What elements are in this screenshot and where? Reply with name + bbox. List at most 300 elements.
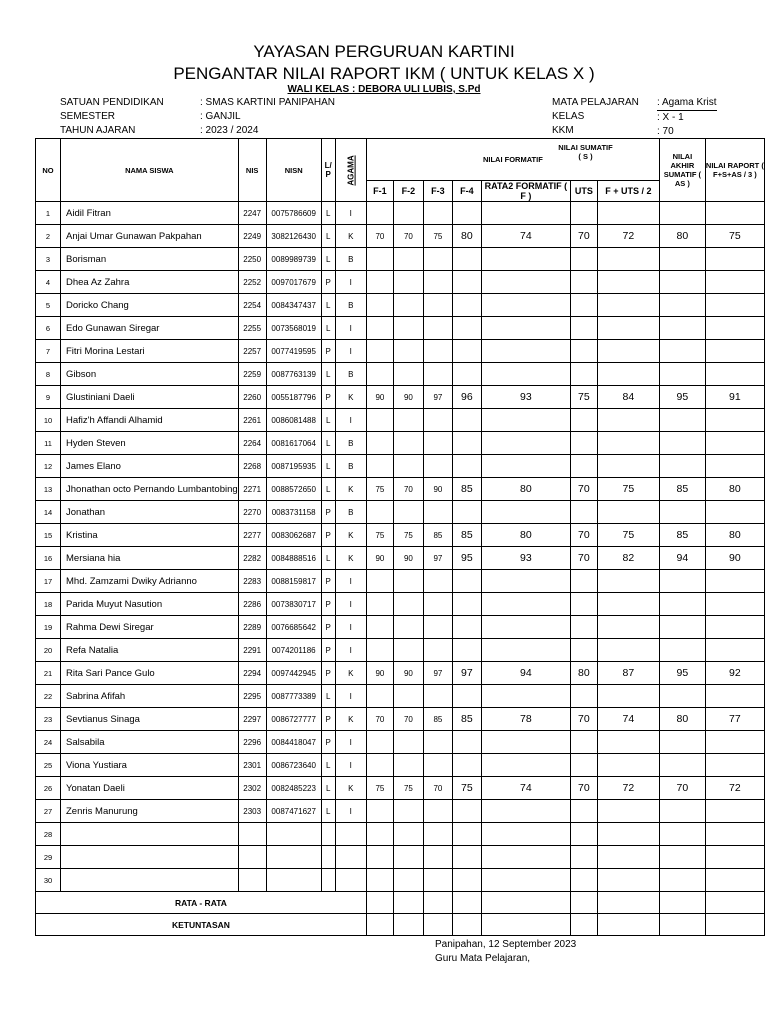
score-rata [481, 271, 570, 294]
score-futs: 74 [597, 708, 659, 731]
score-raport: 91 [705, 386, 764, 409]
score-rata [481, 317, 570, 340]
score-f3 [423, 685, 452, 708]
student-nis: 2294 [238, 662, 266, 685]
student-row [36, 524, 765, 547]
student-agama: I [335, 409, 366, 432]
student-agama: I [335, 685, 366, 708]
score-uts [570, 294, 597, 317]
score-raport [705, 754, 764, 777]
score-raport [705, 340, 764, 363]
empty-cell [366, 914, 393, 936]
score-raport: 75 [705, 225, 764, 248]
score-futs [597, 317, 659, 340]
score-f3 [423, 869, 452, 892]
col-agama-header [335, 139, 366, 202]
score-f3 [423, 800, 452, 823]
info-label-tahun: TAHUN AJARAN [60, 125, 136, 136]
score-rata [481, 823, 570, 846]
score-f2 [393, 432, 423, 455]
score-akhir: 95 [659, 386, 705, 409]
score-f2 [393, 823, 423, 846]
score-raport [705, 823, 764, 846]
student-name: Fitri Morina Lestari [61, 340, 239, 363]
student-nis: 2249 [238, 225, 266, 248]
score-raport: 80 [705, 478, 764, 501]
score-f2: 90 [393, 386, 423, 409]
col-f4-header: F-4 [452, 181, 481, 202]
score-uts [570, 501, 597, 524]
score-uts [570, 846, 597, 869]
score-akhir [659, 363, 705, 386]
student-agama [335, 823, 366, 846]
student-row [36, 777, 765, 800]
col-nama-header: NAMA SISWA [61, 139, 239, 202]
row-no: 19 [36, 616, 61, 639]
score-f1 [366, 202, 393, 225]
score-f4: 80 [452, 225, 481, 248]
student-row [36, 731, 765, 754]
student-agama: I [335, 593, 366, 616]
score-f2: 70 [393, 708, 423, 731]
student-lp: P [321, 501, 335, 524]
student-agama [335, 869, 366, 892]
score-f2 [393, 616, 423, 639]
score-f2 [393, 800, 423, 823]
signature-role: Guru Mata Pelajaran, [435, 953, 531, 964]
score-f4: 85 [452, 524, 481, 547]
score-uts [570, 639, 597, 662]
col-f3-header: F-3 [423, 181, 452, 202]
student-lp: P [321, 386, 335, 409]
student-lp: P [321, 616, 335, 639]
student-agama: I [335, 202, 366, 225]
score-f2: 75 [393, 524, 423, 547]
score-f3 [423, 731, 452, 754]
student-agama: K [335, 708, 366, 731]
student-lp: L [321, 248, 335, 271]
score-rata [481, 616, 570, 639]
student-nisn: 0086081488 [266, 409, 321, 432]
student-nis: 2250 [238, 248, 266, 271]
student-nis: 2259 [238, 363, 266, 386]
student-agama: I [335, 800, 366, 823]
score-f3: 75 [423, 225, 452, 248]
score-f3 [423, 823, 452, 846]
student-lp: P [321, 570, 335, 593]
student-nisn: 0073830717 [266, 593, 321, 616]
score-f3 [423, 432, 452, 455]
score-futs [597, 202, 659, 225]
student-nis: 2303 [238, 800, 266, 823]
student-row [36, 639, 765, 662]
score-uts: 70 [570, 524, 597, 547]
score-akhir: 70 [659, 777, 705, 800]
student-lp: P [321, 340, 335, 363]
score-raport [705, 248, 764, 271]
student-agama: I [335, 340, 366, 363]
row-no: 27 [36, 800, 61, 823]
score-f2 [393, 593, 423, 616]
score-f1 [366, 340, 393, 363]
student-name: Rita Sari Pance Gulo [61, 662, 239, 685]
footer-row-rata-label: RATA - RATA [36, 892, 367, 914]
student-nisn: 0084418047 [266, 731, 321, 754]
score-akhir: 94 [659, 547, 705, 570]
student-row [36, 754, 765, 777]
info-value-tahun: : 2023 / 2024 [200, 125, 259, 136]
sumatif-header-label: NILAI SUMATIF ( S ) [558, 143, 613, 161]
student-name: Glustiniani Daeli [61, 386, 239, 409]
score-f1: 90 [366, 547, 393, 570]
score-uts [570, 455, 597, 478]
score-raport: 80 [705, 524, 764, 547]
student-row [36, 593, 765, 616]
score-uts [570, 616, 597, 639]
info-label-semester: SEMESTER [60, 111, 116, 122]
score-futs: 82 [597, 547, 659, 570]
score-f4: 75 [452, 777, 481, 800]
score-akhir [659, 432, 705, 455]
student-row [36, 570, 765, 593]
student-lp: P [321, 731, 335, 754]
row-no: 2 [36, 225, 61, 248]
score-f2 [393, 294, 423, 317]
student-nis: 2283 [238, 570, 266, 593]
row-no: 1 [36, 202, 61, 225]
student-nis: 2295 [238, 685, 266, 708]
col-uts-header: UTS [570, 181, 597, 202]
score-raport [705, 846, 764, 869]
col-futs-header: F + UTS / 2 [597, 181, 659, 202]
score-f1 [366, 846, 393, 869]
student-name: Sabrina Afifah [61, 685, 239, 708]
score-uts [570, 340, 597, 363]
score-rata [481, 570, 570, 593]
student-nis: 2271 [238, 478, 266, 501]
student-lp: L [321, 777, 335, 800]
score-rata [481, 869, 570, 892]
student-row [36, 685, 765, 708]
student-lp [321, 823, 335, 846]
score-futs [597, 869, 659, 892]
score-f1 [366, 271, 393, 294]
score-f4 [452, 455, 481, 478]
student-nisn: 0087195935 [266, 455, 321, 478]
row-no: 10 [36, 409, 61, 432]
student-row [36, 869, 765, 892]
score-f4 [452, 202, 481, 225]
row-no: 15 [36, 524, 61, 547]
score-f4 [452, 823, 481, 846]
student-lp: L [321, 432, 335, 455]
score-uts [570, 271, 597, 294]
score-raport [705, 800, 764, 823]
score-akhir: 95 [659, 662, 705, 685]
score-futs [597, 409, 659, 432]
score-uts: 70 [570, 225, 597, 248]
row-no: 16 [36, 547, 61, 570]
student-row [36, 340, 765, 363]
score-f3: 70 [423, 777, 452, 800]
score-raport: 77 [705, 708, 764, 731]
score-futs [597, 363, 659, 386]
student-name: Gibson [61, 363, 239, 386]
score-akhir [659, 317, 705, 340]
student-name: Sevtianus Sinaga [61, 708, 239, 731]
score-raport [705, 363, 764, 386]
score-akhir [659, 570, 705, 593]
student-agama: K [335, 777, 366, 800]
student-nis [238, 846, 266, 869]
student-name: Edo Gunawan Siregar [61, 317, 239, 340]
student-agama: K [335, 386, 366, 409]
score-f4 [452, 570, 481, 593]
row-no: 6 [36, 317, 61, 340]
empty-cell [570, 914, 597, 936]
student-lp: L [321, 547, 335, 570]
score-uts: 70 [570, 547, 597, 570]
student-nis [238, 869, 266, 892]
student-agama: K [335, 547, 366, 570]
score-akhir [659, 639, 705, 662]
header-row-1 [36, 139, 765, 181]
score-akhir [659, 823, 705, 846]
score-uts [570, 317, 597, 340]
score-raport [705, 593, 764, 616]
score-f1: 75 [366, 478, 393, 501]
row-no: 12 [36, 455, 61, 478]
score-f3 [423, 317, 452, 340]
row-no: 23 [36, 708, 61, 731]
student-nisn: 0087763139 [266, 363, 321, 386]
student-nisn: 0088572650 [266, 478, 321, 501]
student-row [36, 225, 765, 248]
score-raport: 90 [705, 547, 764, 570]
score-f3 [423, 570, 452, 593]
score-akhir [659, 501, 705, 524]
student-nisn: 0088159817 [266, 570, 321, 593]
score-rata: 80 [481, 524, 570, 547]
score-f4 [452, 639, 481, 662]
student-nis: 2289 [238, 616, 266, 639]
student-lp: P [321, 593, 335, 616]
score-f4 [452, 869, 481, 892]
info-value-satuan: : SMAS KARTINI PANIPAHAN [200, 97, 336, 108]
score-rata [481, 248, 570, 271]
score-f3 [423, 616, 452, 639]
score-f1 [366, 501, 393, 524]
empty-cell [366, 892, 393, 914]
student-nisn: 0076685642 [266, 616, 321, 639]
student-lp: L [321, 754, 335, 777]
score-futs [597, 455, 659, 478]
student-lp: P [321, 639, 335, 662]
score-f1: 90 [366, 662, 393, 685]
score-f3: 85 [423, 524, 452, 547]
student-nis: 2254 [238, 294, 266, 317]
info-right-labels [552, 96, 639, 138]
student-agama: B [335, 363, 366, 386]
score-uts [570, 593, 597, 616]
score-f2: 70 [393, 225, 423, 248]
foundation-title: YAYASAN PERGURUAN KARTINI [253, 42, 515, 61]
info-label-kkm: KKM [552, 125, 574, 136]
score-uts [570, 869, 597, 892]
col-rata-header: RATA2 FORMATIF ( F ) [481, 181, 570, 202]
student-nisn: 0097442945 [266, 662, 321, 685]
student-agama: B [335, 432, 366, 455]
score-futs: 84 [597, 386, 659, 409]
score-futs [597, 616, 659, 639]
student-nisn: 0074201186 [266, 639, 321, 662]
student-lp: L [321, 317, 335, 340]
score-f4 [452, 593, 481, 616]
student-lp: P [321, 662, 335, 685]
student-nis: 2261 [238, 409, 266, 432]
student-nisn: 0097017679 [266, 271, 321, 294]
footer-row-rata [36, 892, 765, 914]
score-futs [597, 823, 659, 846]
score-rata [481, 202, 570, 225]
score-akhir [659, 800, 705, 823]
agama-vertical-label: AGAMA [346, 154, 356, 186]
student-row [36, 547, 765, 570]
score-raport [705, 409, 764, 432]
score-f4: 95 [452, 547, 481, 570]
score-f4 [452, 432, 481, 455]
score-f3 [423, 294, 452, 317]
footer-row-ketuntasan [36, 914, 765, 936]
score-f2 [393, 731, 423, 754]
score-f4 [452, 846, 481, 869]
student-name: Parida Muyut Nasution [61, 593, 239, 616]
score-futs: 75 [597, 524, 659, 547]
student-agama: K [335, 225, 366, 248]
score-raport: 92 [705, 662, 764, 685]
score-akhir [659, 409, 705, 432]
score-rata: 74 [481, 225, 570, 248]
score-f2 [393, 202, 423, 225]
student-nis: 2264 [238, 432, 266, 455]
score-futs: 75 [597, 478, 659, 501]
student-agama: I [335, 570, 366, 593]
student-lp: P [321, 524, 335, 547]
score-rata [481, 501, 570, 524]
row-no: 13 [36, 478, 61, 501]
score-f3 [423, 363, 452, 386]
score-raport [705, 570, 764, 593]
student-agama: B [335, 455, 366, 478]
score-f2 [393, 248, 423, 271]
document-title: PENGANTAR NILAI RAPORT IKM ( UNTUK KELAS X ) [173, 64, 595, 83]
score-f1 [366, 363, 393, 386]
student-agama: B [335, 501, 366, 524]
student-name: Aidil Fitran [61, 202, 239, 225]
student-nisn: 0086723640 [266, 754, 321, 777]
row-no: 9 [36, 386, 61, 409]
score-rata: 94 [481, 662, 570, 685]
row-no: 26 [36, 777, 61, 800]
score-f1 [366, 593, 393, 616]
score-f2 [393, 501, 423, 524]
score-f1 [366, 639, 393, 662]
score-akhir [659, 248, 705, 271]
score-f4 [452, 294, 481, 317]
score-f2: 90 [393, 547, 423, 570]
student-nisn [266, 846, 321, 869]
student-name: Mersiana hia [61, 547, 239, 570]
score-raport [705, 202, 764, 225]
student-lp [321, 869, 335, 892]
score-rata [481, 593, 570, 616]
score-f4 [452, 248, 481, 271]
score-akhir: 85 [659, 524, 705, 547]
score-futs [597, 432, 659, 455]
score-uts [570, 409, 597, 432]
score-f1 [366, 754, 393, 777]
score-f2: 90 [393, 662, 423, 685]
student-name: Hafiz'h Affandi Alhamid [61, 409, 239, 432]
homeroom-teacher: WALI KELAS : DEBORA ULI LUBIS, S.Pd [287, 84, 481, 95]
score-uts: 75 [570, 386, 597, 409]
score-rata: 80 [481, 478, 570, 501]
score-f3 [423, 846, 452, 869]
score-futs [597, 754, 659, 777]
student-name [61, 846, 239, 869]
col-akhir-header: NILAI AKHIR SUMATIF ( AS ) [659, 139, 705, 202]
score-f1: 90 [366, 386, 393, 409]
student-lp: L [321, 202, 335, 225]
score-akhir [659, 340, 705, 363]
row-no: 21 [36, 662, 61, 685]
info-left-labels [60, 96, 164, 138]
student-agama: B [335, 294, 366, 317]
student-nisn: 0083731158 [266, 501, 321, 524]
score-akhir: 80 [659, 708, 705, 731]
score-uts [570, 731, 597, 754]
score-rata [481, 409, 570, 432]
score-futs: 87 [597, 662, 659, 685]
student-row [36, 501, 765, 524]
student-agama [335, 846, 366, 869]
student-name: Mhd. Zamzami Dwiky Adrianno [61, 570, 239, 593]
student-name: Viona Yustiara [61, 754, 239, 777]
student-nisn: 3082126430 [266, 225, 321, 248]
student-nisn: 0073568019 [266, 317, 321, 340]
score-uts: 80 [570, 662, 597, 685]
student-nisn: 0081617064 [266, 432, 321, 455]
score-f3: 90 [423, 478, 452, 501]
score-f4: 96 [452, 386, 481, 409]
score-futs [597, 340, 659, 363]
student-name: Yonatan Daeli [61, 777, 239, 800]
grade-table [35, 138, 765, 936]
student-nis: 2286 [238, 593, 266, 616]
col-no-header: NO [36, 139, 61, 202]
row-no: 24 [36, 731, 61, 754]
score-f2 [393, 570, 423, 593]
col-formatif-header: NILAI FORMATIF [366, 139, 659, 181]
score-f1 [366, 432, 393, 455]
score-f1 [366, 248, 393, 271]
score-f2: 75 [393, 777, 423, 800]
score-uts: 70 [570, 777, 597, 800]
row-no: 25 [36, 754, 61, 777]
score-rata: 93 [481, 386, 570, 409]
info-label-kelas: KELAS [552, 111, 585, 122]
score-f1 [366, 800, 393, 823]
